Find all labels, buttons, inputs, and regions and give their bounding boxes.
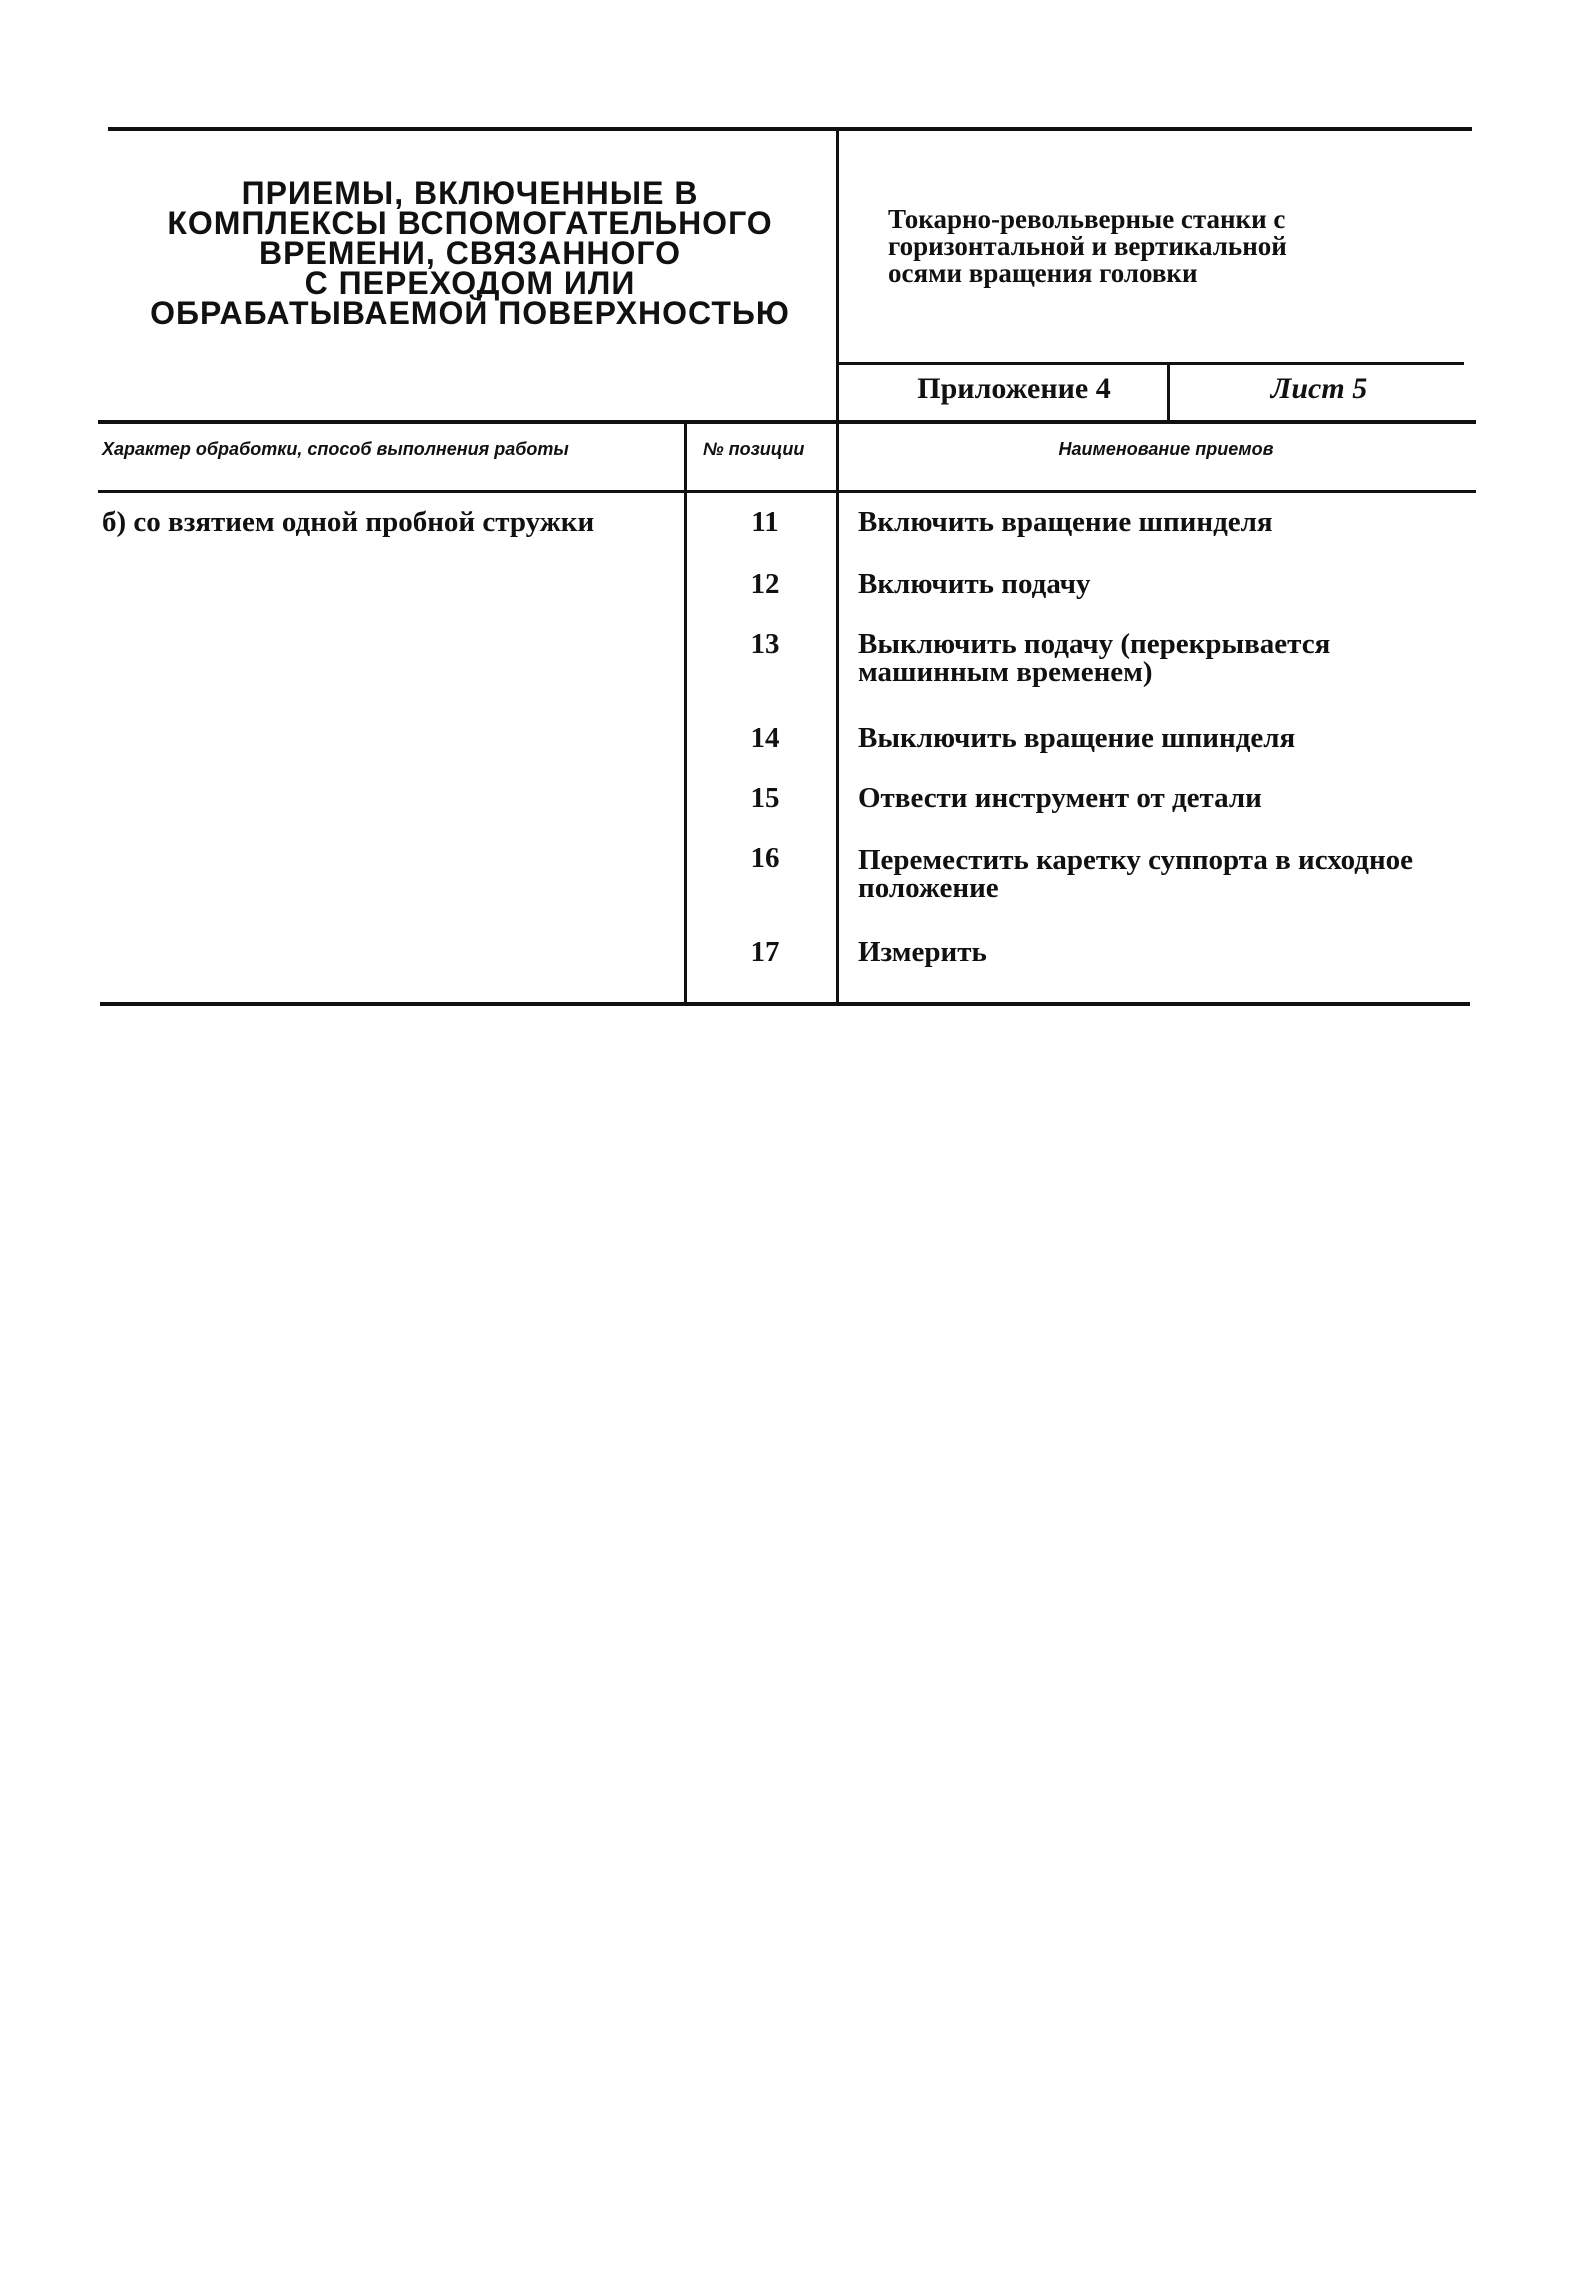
document-title [110, 175, 830, 331]
position-number: 14 [750, 722, 780, 754]
bottom-rule [100, 1002, 1470, 1006]
machine-line: горизонтальной и вертикальной [888, 231, 1287, 261]
position-number: 17 [750, 936, 780, 968]
operation-name: Включить подачу [858, 568, 1091, 600]
operation-name: Включить вращение шпинделя [858, 506, 1273, 538]
operation-name: Выключить вращение шпинделя [858, 722, 1296, 754]
position-number: 12 [750, 568, 780, 600]
machine-line: осями вращения головки [888, 258, 1198, 288]
machine-line: Токарно-револьверные станки с [888, 204, 1286, 234]
operation-name: Отвести инструмент от детали [858, 782, 1262, 814]
position-number: 11 [751, 506, 779, 538]
operation-name: Выключить подачу (перекрывается машинным временем) [858, 628, 1331, 688]
operation-name: Измерить [858, 936, 987, 968]
top-rule [108, 127, 1472, 131]
title-line: ОБРАБАТЫВАЕМОЙ ПОВЕРХНОСТЬЮ [150, 295, 790, 331]
title-line: ВРЕМЕНИ, СВЯЗАННОГО [259, 235, 681, 271]
appendix-label: Приложение 4 [917, 372, 1111, 405]
header-bottom-rule [98, 420, 1476, 424]
processing-mode: б) со взятием одной пробной стружки [102, 506, 595, 538]
column-header-name: Наименование приемов [1058, 439, 1274, 459]
position-number: 16 [750, 842, 780, 874]
column-header-character: Характер обработки, способ выполнения работы [102, 439, 569, 459]
column-header-rule [98, 490, 1476, 493]
position-number: 13 [750, 628, 780, 660]
title-line: ПРИЕМЫ, ВКЛЮЧЕННЫЕ В [241, 175, 699, 211]
machine-type [888, 206, 1448, 287]
position-number: 15 [750, 782, 780, 814]
appendix-top-rule [838, 362, 1464, 365]
sheet-label: Лист 5 [1270, 372, 1368, 405]
title-line: С ПЕРЕХОДОМ ИЛИ [304, 265, 636, 301]
column-header-position: № позиции [703, 439, 805, 459]
vertical-rule-position [684, 420, 687, 1004]
operation-name: Переместить каретку суппорта в исходное положение [858, 844, 1414, 904]
title-line: КОМПЛЕКСЫ ВСПОМОГАТЕЛЬНОГО [167, 205, 773, 241]
